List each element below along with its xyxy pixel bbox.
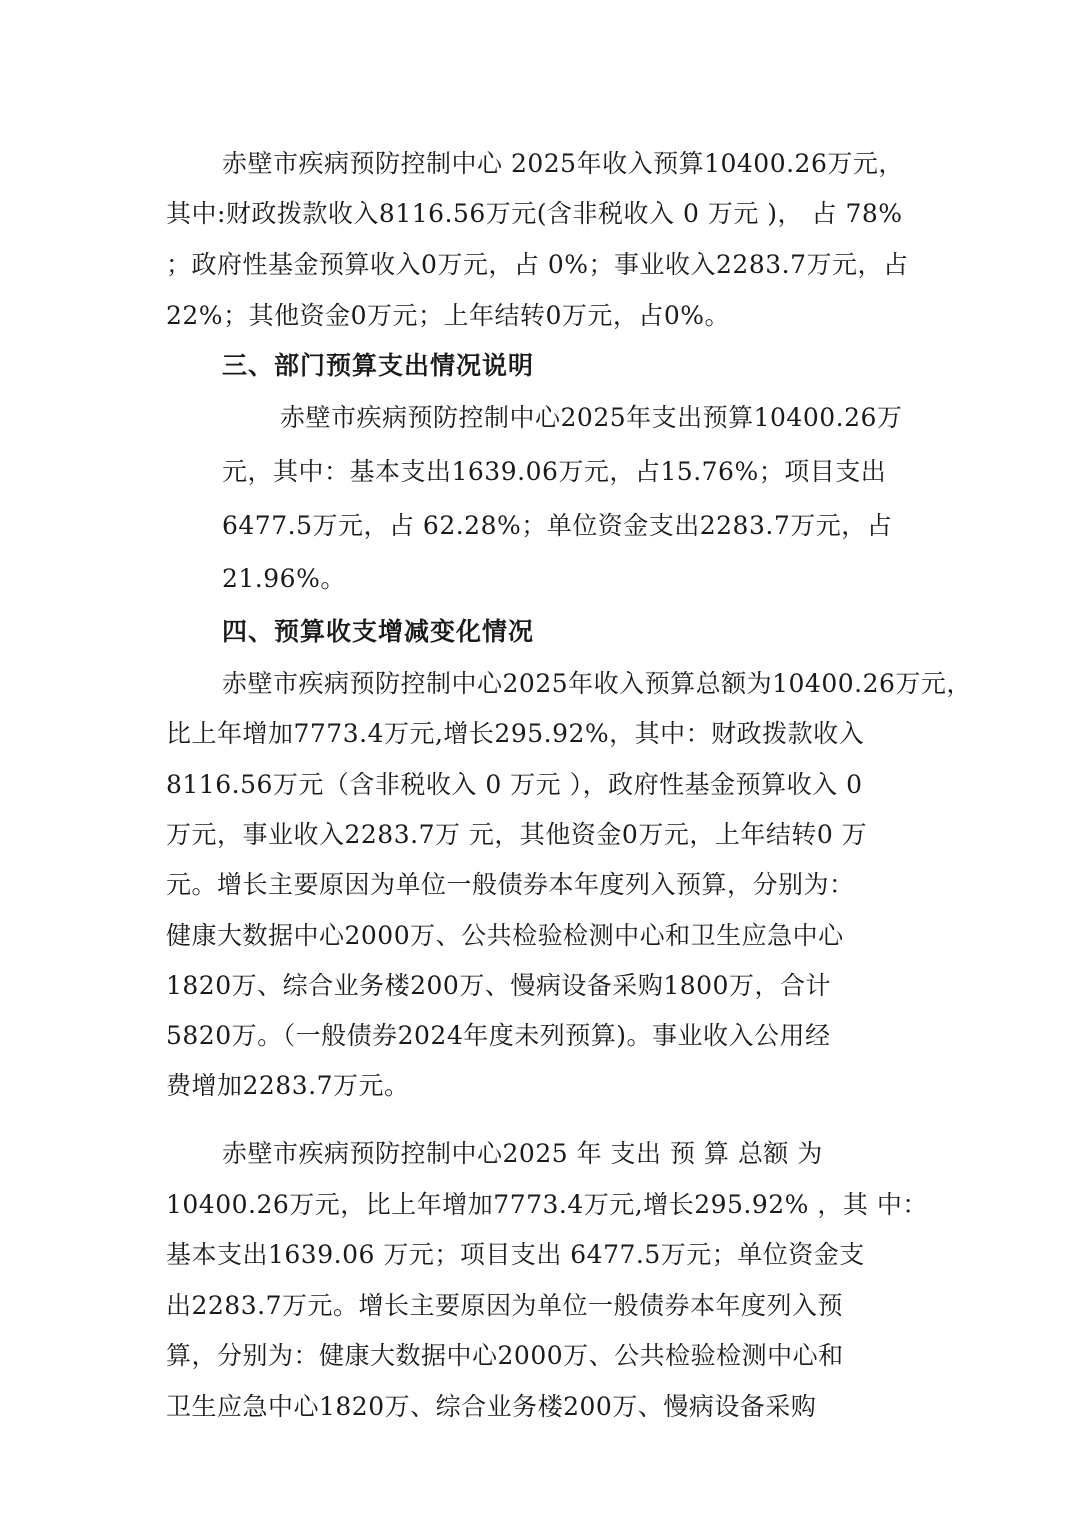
paragraph-4-line-3: 基本支出1639.06 万元；项目支出 6477.5万元；单位资金支 (166, 1240, 865, 1269)
paragraph-3-line-9: 费增加2283.7万元。 (166, 1071, 410, 1100)
paragraph-1-line-1: 赤壁市疾病预防控制中心 2025年收入预算10400.26万元， (222, 149, 904, 178)
section-heading-4: 四、预算收支增减变化情况 (222, 617, 535, 646)
paragraph-2-line-1: 赤壁市疾病预防控制中心2025年支出预算10400.26万 (280, 403, 903, 432)
paragraph-4-line-1: 赤壁市疾病预防控制中心2025 年 支出 预 算 总额 为 (222, 1139, 823, 1168)
paragraph-3-line-2: 比上年增加7773.4万元,增长295.92%，其中：财政拨款收入 (166, 719, 865, 748)
paragraph-3-line-6: 健康大数据中心2000万、公共检验检测中心和卫生应急中心 (166, 921, 844, 950)
section-heading-3: 三、部门预算支出情况说明 (222, 351, 535, 380)
paragraph-4-line-4: 出2283.7万元。增长主要原因为单位一般债券本年度列入预 (166, 1291, 843, 1320)
paragraph-3-line-7: 1820万、综合业务楼200万、慢病设备采购1800万，合计 (166, 971, 831, 1000)
paragraph-4-line-2: 10400.26万元，比上年增加7773.4万元,增长295.92% ，其 中： (166, 1190, 928, 1219)
paragraph-1-line-3: ；政府性基金预算收入0万元，占 0%；事业收入2283.7万元，占 (166, 250, 909, 279)
paragraph-3-line-1: 赤壁市疾病预防控制中心2025年收入预算总额为10400.26万元， (222, 669, 972, 698)
paragraph-2-line-3: 6477.5万元，占 62.28%；单位资金支出2283.7万元，占 (222, 511, 893, 540)
paragraph-1-line-2: 其中:财政拨款收入8116.56万元(含非税收入 0 万元 )， 占 78% (166, 199, 903, 228)
paragraph-2-line-2: 元，其中：基本支出1639.06万元，占15.76%；项目支出 (222, 457, 887, 486)
paragraph-3-line-3: 8116.56万元（含非税收入 0 万元 ），政府性基金预算收入 0 (166, 770, 863, 799)
paragraph-1-line-4: 22%；其他资金0万元；上年结转0万元，占0%。 (166, 301, 731, 330)
paragraph-4-line-5: 算，分别为：健康大数据中心2000万、公共检验检测中心和 (166, 1341, 844, 1370)
paragraph-3-line-5: 元。增长主要原因为单位一般债券本年度列入预算，分别为： (166, 870, 855, 899)
paragraph-2-line-4: 21.96%。 (222, 564, 346, 593)
paragraph-3-line-4: 万元，事业收入2283.7万 元，其他资金0万元，上年结转0 万 (166, 820, 868, 849)
paragraph-4-line-6: 卫生应急中心1820万、综合业务楼200万、慢病设备采购 (166, 1392, 817, 1421)
paragraph-3-line-8: 5820万。（一般债券2024年度未列预算)。事业收入公用经 (166, 1021, 831, 1050)
